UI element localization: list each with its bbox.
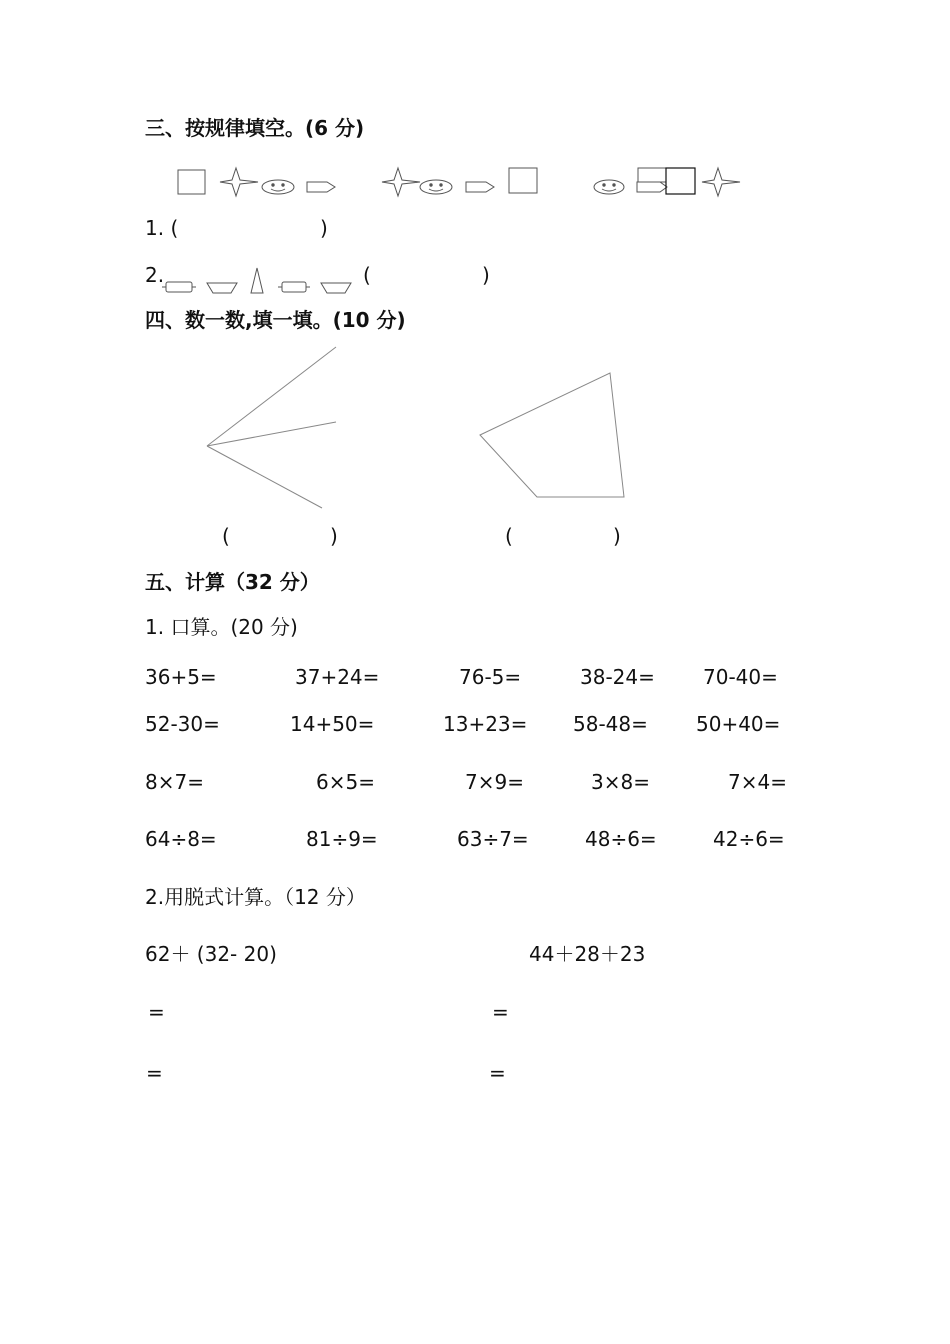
shape-sequence-2: [160, 266, 360, 296]
expression-right: 44＋28＋23: [529, 942, 646, 966]
square-shape-bold: [666, 168, 695, 194]
star-shape: [382, 168, 420, 196]
math-item: 8×7=: [145, 770, 204, 794]
math-item: 63÷7=: [457, 827, 529, 851]
arrow-shape: [637, 182, 667, 192]
star-shape: [220, 168, 258, 196]
math-item: 7×4=: [728, 770, 787, 794]
star-shape: [702, 168, 740, 196]
smiley-shape: [420, 180, 452, 194]
math-item: 37+24=: [295, 665, 380, 689]
answer-left-open: (: [222, 524, 230, 548]
rectangle-shape: [166, 282, 192, 292]
answer-right-close: ): [613, 524, 621, 548]
math-item: 3×8=: [591, 770, 650, 794]
square-shape: [638, 168, 666, 182]
triangle-shape: [251, 268, 263, 293]
math-item: 38-24=: [580, 665, 655, 689]
q2-label: 2.: [145, 263, 165, 287]
equals-sign: =: [148, 1000, 165, 1024]
q1-label: 1. (: [145, 216, 179, 240]
math-item: 7×9=: [465, 770, 524, 794]
section3-heading: 三、按规律填空。(6 分): [145, 116, 365, 140]
math-item: 42÷6=: [713, 827, 785, 851]
trapezoid-shape: [207, 283, 237, 293]
section4-heading: 四、数一数,填一填。(10 分): [145, 308, 406, 332]
math-item: 6×5=: [316, 770, 375, 794]
mental-math-heading: 1. 口算。(20 分): [145, 615, 298, 639]
square-shape: [178, 170, 205, 194]
q2-open: (: [363, 263, 371, 287]
math-item: 52-30=: [145, 712, 220, 736]
equals-sign: =: [492, 1000, 509, 1024]
math-item: 64÷8=: [145, 827, 217, 851]
math-item: 14+50=: [290, 712, 375, 736]
expression-left: 62＋ (32- 20): [145, 942, 277, 966]
math-item: 48÷6=: [585, 827, 657, 851]
q2-close: ): [482, 263, 490, 287]
arrow-shape: [307, 182, 335, 192]
pattern-sequence: [0, 160, 950, 220]
math-item: 58-48=: [573, 712, 648, 736]
arrow-shape: [466, 182, 494, 192]
q1-close: ): [320, 216, 328, 240]
equals-sign: =: [146, 1061, 163, 1085]
equals-sign: =: [489, 1061, 506, 1085]
smiley-shape: [594, 180, 624, 194]
square-shape: [509, 168, 537, 193]
answer-right-open: (: [505, 524, 513, 548]
section5-heading: 五、计算（32 分）: [145, 570, 320, 594]
math-item: 50+40=: [696, 712, 781, 736]
math-item: 76-5=: [459, 665, 522, 689]
math-item: 81÷9=: [306, 827, 378, 851]
trapezoid-shape: [321, 283, 351, 293]
math-item: 70-40=: [703, 665, 778, 689]
smiley-shape: [262, 180, 294, 194]
rectangle-shape: [282, 282, 306, 292]
quadrilateral-figure: [0, 340, 950, 540]
answer-left-close: ): [330, 524, 338, 548]
stepwise-heading: 2.用脱式计算。（12 分）: [145, 885, 366, 909]
math-item: 36+5=: [145, 665, 217, 689]
math-item: 13+23=: [443, 712, 528, 736]
